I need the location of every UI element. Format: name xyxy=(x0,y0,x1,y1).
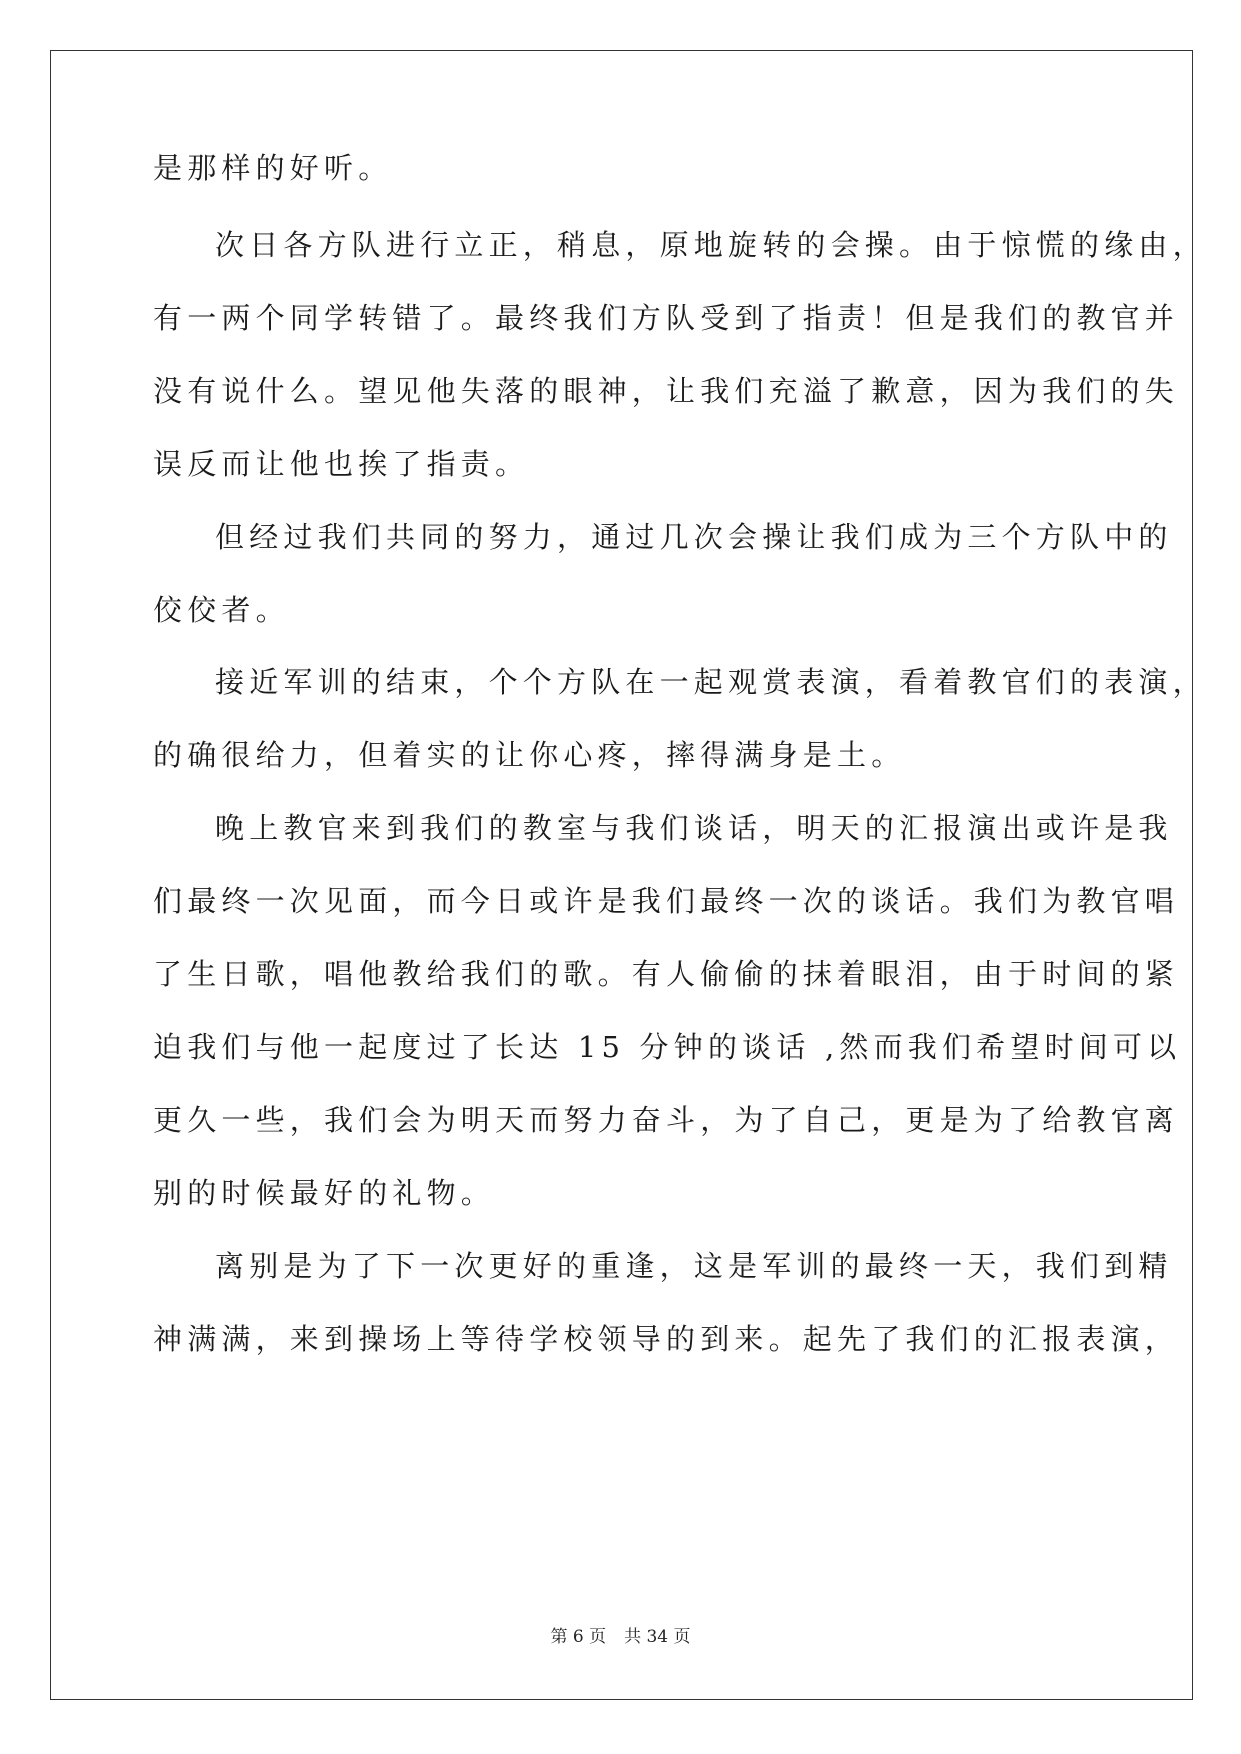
current-page-number: 第 6 页 xyxy=(550,1627,607,1647)
paragraph-start-line: 接近军训的结束，个个方队在一起观赏表演，看着教官们的表演， xyxy=(215,665,1207,699)
text-line: 别的时候最好的礼物。 xyxy=(153,1176,496,1210)
paragraph-start-line: 晚上教官来到我们的教室与我们谈话，明天的汇报演出或许是我 xyxy=(215,811,1173,845)
text-line: 们最终一次见面，而今日或许是我们最终一次的谈话。我们为教官唱 xyxy=(153,884,1180,918)
text-line: 了生日歌，唱他教给我们的歌。有人偷偷的抹着眼泪，由于时间的紧 xyxy=(153,957,1180,991)
total-page-count: 共 34 页 xyxy=(624,1627,691,1647)
text-line: 的确很给力，但着实的让你心疼，摔得满身是土。 xyxy=(153,738,906,772)
text-line: 误反而让他也挨了指责。 xyxy=(153,447,530,481)
text-line: 迫我们与他一起度过了长达 15 分钟的谈话 ,然而我们希望时间可以 xyxy=(153,1030,1182,1064)
text-line: 有一两个同学转错了。最终我们方队受到了指责！但是我们的教官并 xyxy=(153,301,1180,335)
page-footer xyxy=(0,1626,1241,1648)
text-line: 是那样的好听。 xyxy=(153,151,393,185)
paragraph-start-line: 离别是为了下一次更好的重逢，这是军训的最终一天，我们到精 xyxy=(215,1249,1173,1283)
text-line: 佼佼者。 xyxy=(153,593,290,627)
text-line: 神满满，来到操场上等待学校领导的到来。起先了我们的汇报表演， xyxy=(153,1322,1180,1356)
paragraph-start-line: 次日各方队进行立正，稍息，原地旋转的会操。由于惊慌的缘由， xyxy=(215,228,1207,262)
text-line: 更久一些，我们会为明天而努力奋斗，为了自己，更是为了给教官离 xyxy=(153,1103,1180,1137)
paragraph-start-line: 但经过我们共同的努力，通过几次会操让我们成为三个方队中的 xyxy=(215,520,1173,554)
text-line: 没有说什么。望见他失落的眼神，让我们充溢了歉意，因为我们的失 xyxy=(153,374,1180,408)
